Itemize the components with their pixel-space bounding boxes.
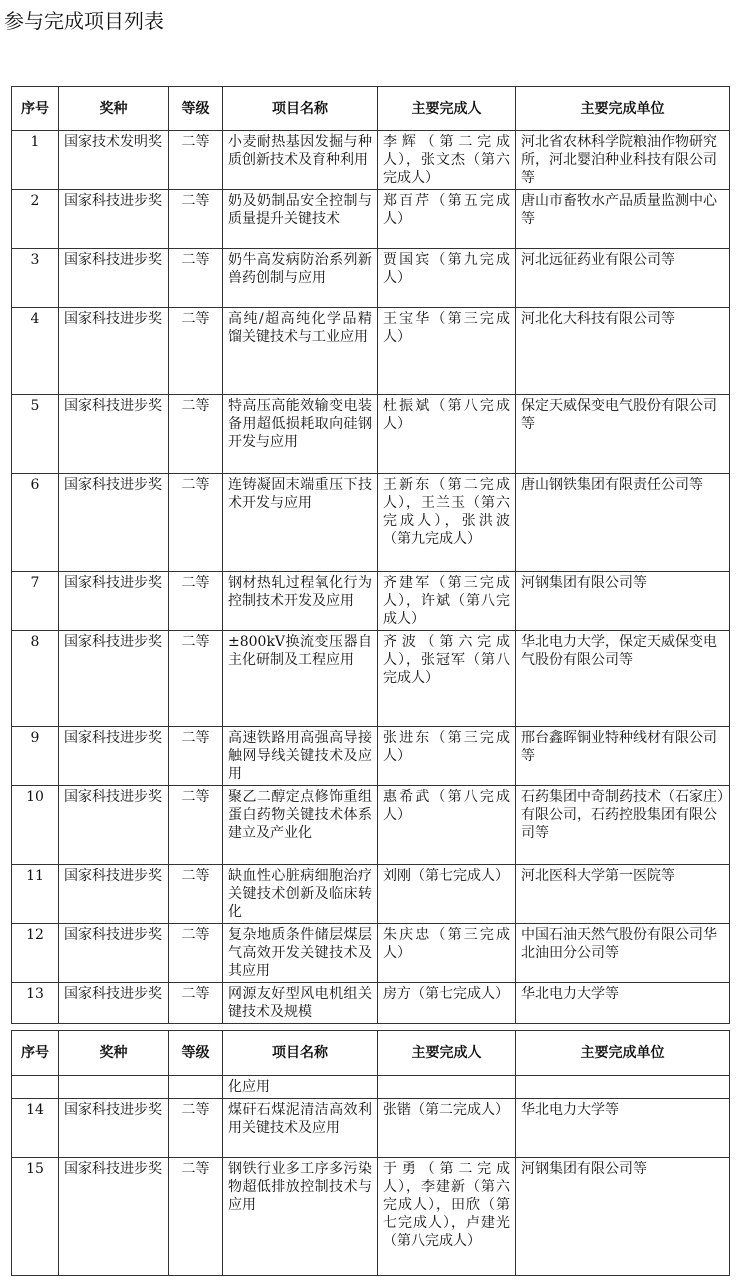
cell-project: 缺血性心脏病细胞治疗关键技术创新及临床转化 [223, 865, 378, 924]
cell-no: 8 [12, 631, 59, 727]
cell-no: 5 [12, 395, 59, 474]
cell-no: 3 [12, 249, 59, 308]
cell-no [12, 1076, 59, 1099]
cell-project: 钢材热轧过程氧化行为控制技术开发及应用 [223, 572, 378, 631]
project-table-continued [11, 1030, 730, 1276]
table-row [12, 631, 730, 727]
cell-no: 13 [12, 983, 59, 1024]
header-project: 项目名称 [223, 1031, 378, 1076]
cell-award: 国家技术发明奖 [59, 131, 169, 190]
cell-persons: 于勇（第二完成人），李建新（第六完成人），田欣（第七完成人），卢建光（第八完成人） [378, 1158, 516, 1276]
cell-units: 石药集团中奇制药技术（石家庄）有限公司，石药控股集团有限公司等 [516, 786, 730, 865]
cell-project: 奶及奶制品安全控制与质量提升关键技术 [223, 190, 378, 249]
cell-project: 特高压高能效输变电装备用超低损耗取向硅钢开发与应用 [223, 395, 378, 474]
cell-grade: 二等 [169, 1099, 223, 1158]
cell-units: 唐山钢铁集团有限责任公司等 [516, 474, 730, 572]
cell-units: 河北远征药业有限公司等 [516, 249, 730, 308]
cell-award: 国家科技进步奖 [59, 631, 169, 727]
table-row [12, 474, 730, 572]
cell-project: 连铸凝固末端重压下技术开发与应用 [223, 474, 378, 572]
cell-persons: 齐建军（第三完成人），许斌（第八完成人） [378, 572, 516, 631]
cell-award: 国家科技进步奖 [59, 865, 169, 924]
header-persons: 主要完成人 [378, 1031, 516, 1076]
cell-persons: 李辉（第二完成人），张文杰（第六完成人） [378, 131, 516, 190]
cell-units: 唐山市畜牧水产品质量监测中心等 [516, 190, 730, 249]
cell-units: 中国石油天然气股份有限公司华北油田分公司等 [516, 924, 730, 983]
table-row-continuation [12, 1076, 730, 1099]
table-row [12, 786, 730, 865]
cell-grade: 二等 [169, 727, 223, 786]
cell-grade: 二等 [169, 983, 223, 1024]
cell-project: 网源友好型风电机组关键技术及规模 [223, 983, 378, 1024]
cell-project: 小麦耐热基因发掘与种质创新技术及育种利用 [223, 131, 378, 190]
table-row [12, 572, 730, 631]
cell-units: 华北电力大学等 [516, 1099, 730, 1158]
table-row [12, 131, 730, 190]
cell-grade [169, 1076, 223, 1099]
header-project: 项目名称 [223, 87, 378, 131]
cell-award: 国家科技进步奖 [59, 308, 169, 395]
header-award: 奖种 [59, 87, 169, 131]
cell-no: 1 [12, 131, 59, 190]
cell-award: 国家科技进步奖 [59, 924, 169, 983]
table-row [12, 249, 730, 308]
header-grade: 等级 [169, 1031, 223, 1076]
cell-award: 国家科技进步奖 [59, 727, 169, 786]
table-row [12, 1158, 730, 1276]
cell-grade: 二等 [169, 395, 223, 474]
header-award: 奖种 [59, 1031, 169, 1076]
cell-grade: 二等 [169, 924, 223, 983]
cell-project: ±800kV换流变压器自主化研制及工程应用 [223, 631, 378, 727]
cell-no: 11 [12, 865, 59, 924]
cell-award: 国家科技进步奖 [59, 786, 169, 865]
cell-grade: 二等 [169, 474, 223, 572]
table-row [12, 1099, 730, 1158]
cell-units: 河钢集团有限公司等 [516, 572, 730, 631]
cell-persons: 齐波（第六完成人），张冠军（第八完成人） [378, 631, 516, 727]
cell-grade: 二等 [169, 308, 223, 395]
table-row [12, 727, 730, 786]
cell-award: 国家科技进步奖 [59, 395, 169, 474]
table-row [12, 308, 730, 395]
cell-award: 国家科技进步奖 [59, 474, 169, 572]
cell-no: 4 [12, 308, 59, 395]
table-row [12, 190, 730, 249]
cell-grade: 二等 [169, 865, 223, 924]
cell-project: 煤矸石煤泥清洁高效利用关键技术及应用 [223, 1099, 378, 1158]
cell-no: 12 [12, 924, 59, 983]
table-row [12, 924, 730, 983]
cell-units: 保定天威保变电气股份有限公司等 [516, 395, 730, 474]
table-row [12, 983, 730, 1024]
cell-grade: 二等 [169, 631, 223, 727]
table-row [12, 865, 730, 924]
cell-award: 国家科技进步奖 [59, 249, 169, 308]
cell-grade: 二等 [169, 786, 223, 865]
cell-units: 河北省农林科学院粮油作物研究所，河北婴泊种业科技有限公司等 [516, 131, 730, 190]
cell-persons: 王宝华（第三完成人） [378, 308, 516, 395]
cell-units: 华北电力大学等 [516, 983, 730, 1024]
cell-units: 华北电力大学，保定天威保变电气股份有限公司等 [516, 631, 730, 727]
cell-grade: 二等 [169, 249, 223, 308]
cell-grade: 二等 [169, 131, 223, 190]
cell-units [516, 1076, 730, 1099]
cell-project: 钢铁行业多工序多污染物超低排放控制技术与应用 [223, 1158, 378, 1276]
page-title: 参与完成项目列表 [4, 9, 164, 33]
cell-no: 14 [12, 1099, 59, 1158]
cell-award: 国家科技进步奖 [59, 190, 169, 249]
cell-persons [378, 1076, 516, 1099]
cell-award: 国家科技进步奖 [59, 1158, 169, 1276]
cell-no: 6 [12, 474, 59, 572]
cell-persons: 郑百芹（第五完成人） [378, 190, 516, 249]
cell-no: 9 [12, 727, 59, 786]
cell-no: 7 [12, 572, 59, 631]
cell-project: 复杂地质条件储层煤层气高效开发关键技术及其应用 [223, 924, 378, 983]
cell-project: 奶牛高发病防治系列新兽药创制与应用 [223, 249, 378, 308]
cell-persons: 房方（第七完成人） [378, 983, 516, 1024]
cell-units: 河北医科大学第一医院等 [516, 865, 730, 924]
header-no: 序号 [12, 1031, 59, 1076]
cell-project: 高速铁路用高强高导接触网导线关键技术及应用 [223, 727, 378, 786]
project-table [11, 86, 730, 1024]
header-grade: 等级 [169, 87, 223, 131]
cell-units: 河北化大科技有限公司等 [516, 308, 730, 395]
cell-award: 国家科技进步奖 [59, 983, 169, 1024]
cell-award [59, 1076, 169, 1099]
cell-award: 国家科技进步奖 [59, 572, 169, 631]
cell-units: 邢台鑫晖铜业特种线材有限公司等 [516, 727, 730, 786]
header-units: 主要完成单位 [516, 1031, 730, 1076]
cell-persons: 张进东（第三完成人） [378, 727, 516, 786]
header-persons: 主要完成人 [378, 87, 516, 131]
cell-persons: 王新东（第二完成人），王兰玉（第六完成人），张洪波（第九完成人） [378, 474, 516, 572]
cell-project: 高纯/超高纯化学品精馏关键技术与工业应用 [223, 308, 378, 395]
cell-persons: 张锴（第二完成人） [378, 1099, 516, 1158]
cell-units: 河钢集团有限公司等 [516, 1158, 730, 1276]
table-header-row [12, 1031, 730, 1076]
cell-project: 聚乙二醇定点修饰重组蛋白药物关键技术体系建立及产业化 [223, 786, 378, 865]
cell-persons: 贾国宾（第九完成人） [378, 249, 516, 308]
cell-no: 2 [12, 190, 59, 249]
cell-award: 国家科技进步奖 [59, 1099, 169, 1158]
header-no: 序号 [12, 87, 59, 131]
cell-persons: 杜振斌（第八完成人） [378, 395, 516, 474]
cell-persons: 朱庆忠（第三完成人） [378, 924, 516, 983]
header-units: 主要完成单位 [516, 87, 730, 131]
cell-no: 10 [12, 786, 59, 865]
cell-grade: 二等 [169, 572, 223, 631]
cell-grade: 二等 [169, 190, 223, 249]
cell-project: 化应用 [223, 1076, 378, 1099]
cell-no: 15 [12, 1158, 59, 1276]
cell-persons: 惠希武（第八完成人） [378, 786, 516, 865]
table-header-row [12, 87, 730, 131]
cell-persons: 刘刚（第七完成人） [378, 865, 516, 924]
table-row [12, 395, 730, 474]
cell-grade: 二等 [169, 1158, 223, 1276]
